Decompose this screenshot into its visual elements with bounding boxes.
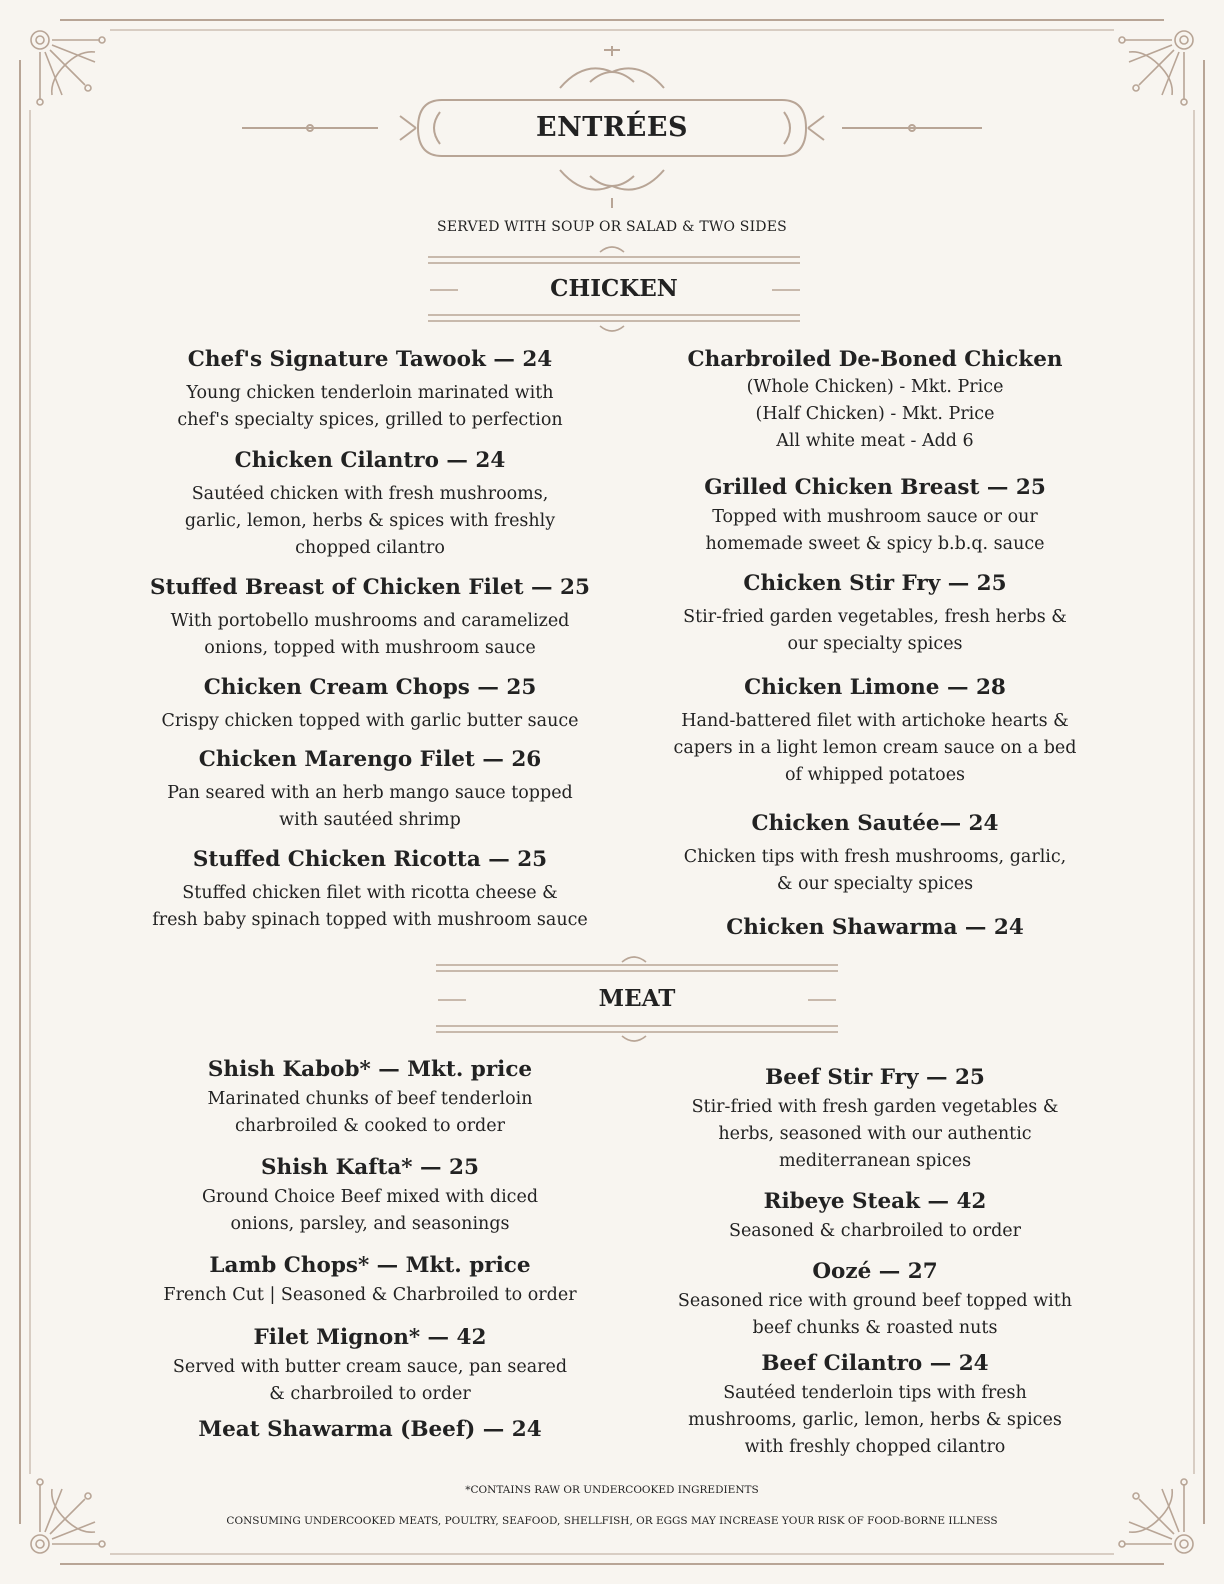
menu-item-description: (Whole Chicken) - Mkt. Price (Half Chicken) - Mkt. Price All white meat - Add 6 bbox=[746, 377, 1004, 451]
menu-item-description: Young chicken tenderloin marinated with chef's specialty spices, grilled to perfection bbox=[177, 383, 563, 430]
menu-item-name: Beef Stir Fry — 25 bbox=[765, 1065, 985, 1090]
menu-item-name: Oozé — 27 bbox=[812, 1259, 938, 1284]
menu-item-description: Stir-fried with fresh garden vegetables & herbs, seasoned with our authentic mediterranean spices bbox=[691, 1097, 1059, 1171]
menu-item-description: Seasoned & charbroiled to order bbox=[728, 1221, 1022, 1241]
menu-item-name: Shish Kabob* — Mkt. price bbox=[207, 1057, 533, 1082]
menu-item-description: Seasoned rice with ground beef topped with beef chunks & roasted nuts bbox=[677, 1291, 1073, 1338]
menu-item-name: Filet Mignon* — 42 bbox=[253, 1325, 487, 1350]
page-subtitle: SERVED WITH SOUP OR SALAD & TWO SIDES bbox=[437, 219, 787, 235]
food-safety-disclaimer: CONSUMING UNDERCOOKED MEATS, POULTRY, SEAFOOD, SHELLFISH, OR EGGS MAY INCREASE YOUR RISK OF FOOD-BORNE ILLNESS bbox=[226, 1515, 998, 1527]
menu-item-description: Marinated chunks of beef tenderloin charbroiled & cooked to order bbox=[207, 1089, 533, 1136]
menu-item bbox=[130, 1056, 610, 1140]
menu-item bbox=[130, 1252, 610, 1309]
menu-item-description: Hand-battered filet with artichoke hearts & capers in a light lemon cream sauce on a bed of whipped potatoes bbox=[673, 711, 1077, 785]
menu-item-description: Ground Choice Beef mixed with diced onions, parsley, and seasonings bbox=[201, 1187, 539, 1234]
menu-item-description: Chicken tips with fresh mushrooms, garlic, & our specialty spices bbox=[683, 847, 1067, 894]
menu-item-name: Lamb Chops* — Mkt. price bbox=[209, 1253, 531, 1278]
menu-item-description: Pan seared with an herb mango sauce topped with sautéed shrimp bbox=[167, 783, 573, 830]
menu-item-description: With portobello mushrooms and caramelized onions, topped with mushroom sauce bbox=[170, 611, 570, 658]
menu-item-description: Stir-fried garden vegetables, fresh herbs & our specialty spices bbox=[683, 607, 1067, 654]
menu-item bbox=[130, 1324, 610, 1408]
meat-left-column bbox=[130, 0, 610, 1584]
page-title: ENTRÉES bbox=[536, 112, 688, 143]
menu-item-name: Grilled Chicken Breast — 25 bbox=[704, 475, 1046, 500]
menu-item-name: Chef's Signature Tawook — 24 bbox=[187, 347, 553, 372]
menu-item-name: Chicken Sautée— 24 bbox=[751, 811, 999, 836]
meat-section-title: MEAT bbox=[598, 985, 676, 1012]
menu-item bbox=[130, 1416, 610, 1444]
menu-item-description: Crispy chicken topped with garlic butter sauce bbox=[161, 711, 579, 731]
menu-item-description: Sautéed tenderloin tips with fresh mushrooms, garlic, lemon, herbs & spices with freshly chopped cilantro bbox=[688, 1383, 1062, 1457]
menu-item bbox=[130, 1154, 610, 1238]
menu-item-name: Chicken Marengo Filet — 26 bbox=[198, 747, 542, 772]
menu-item-name: Stuffed Breast of Chicken Filet — 25 bbox=[150, 575, 590, 600]
menu-item-description: Topped with mushroom sauce or our homemade sweet & spicy b.b.q. sauce bbox=[705, 507, 1045, 554]
menu-item bbox=[630, 1064, 1120, 1175]
menu-item-name: Ribeye Steak — 42 bbox=[763, 1189, 987, 1214]
menu-item-description: Served with butter cream sauce, pan seared & charbroiled to order bbox=[172, 1357, 568, 1404]
menu-item-name: Charbroiled De-Boned Chicken bbox=[687, 347, 1063, 372]
menu-item bbox=[630, 1188, 1120, 1245]
menu-item-name: Stuffed Chicken Ricotta — 25 bbox=[192, 847, 548, 872]
menu-item-name: Chicken Shawarma — 24 bbox=[726, 915, 1024, 940]
menu-item-name: Chicken Cream Chops — 25 bbox=[203, 675, 537, 700]
chicken-section-title: CHICKEN bbox=[550, 275, 678, 302]
menu-item-name: Chicken Cilantro — 24 bbox=[234, 448, 506, 473]
menu-item-description: Sautéed chicken with fresh mushrooms, garlic, lemon, herbs & spices with freshly chopped cilantro bbox=[184, 484, 556, 558]
menu-item-name: Chicken Stir Fry — 25 bbox=[743, 571, 1007, 596]
menu-item bbox=[630, 1350, 1120, 1461]
menu-item-name: Chicken Limone — 28 bbox=[744, 675, 1006, 700]
menu-item-description: Stuffed chicken filet with ricotta cheese & fresh baby spinach topped with mushroom sauce bbox=[152, 883, 588, 930]
menu-item-description: French Cut | Seasoned & Charbroiled to order bbox=[163, 1285, 577, 1305]
raw-ingredients-footnote: *CONTAINS RAW OR UNDERCOOKED INGREDIENTS bbox=[465, 1484, 759, 1496]
menu-item bbox=[630, 1258, 1120, 1342]
menu-item-name: Shish Kafta* — 25 bbox=[261, 1155, 479, 1180]
menu-item-name: Beef Cilantro — 24 bbox=[761, 1351, 989, 1376]
menu-item-name: Meat Shawarma (Beef) — 24 bbox=[198, 1417, 542, 1442]
meat-right-column bbox=[630, 0, 1120, 1584]
